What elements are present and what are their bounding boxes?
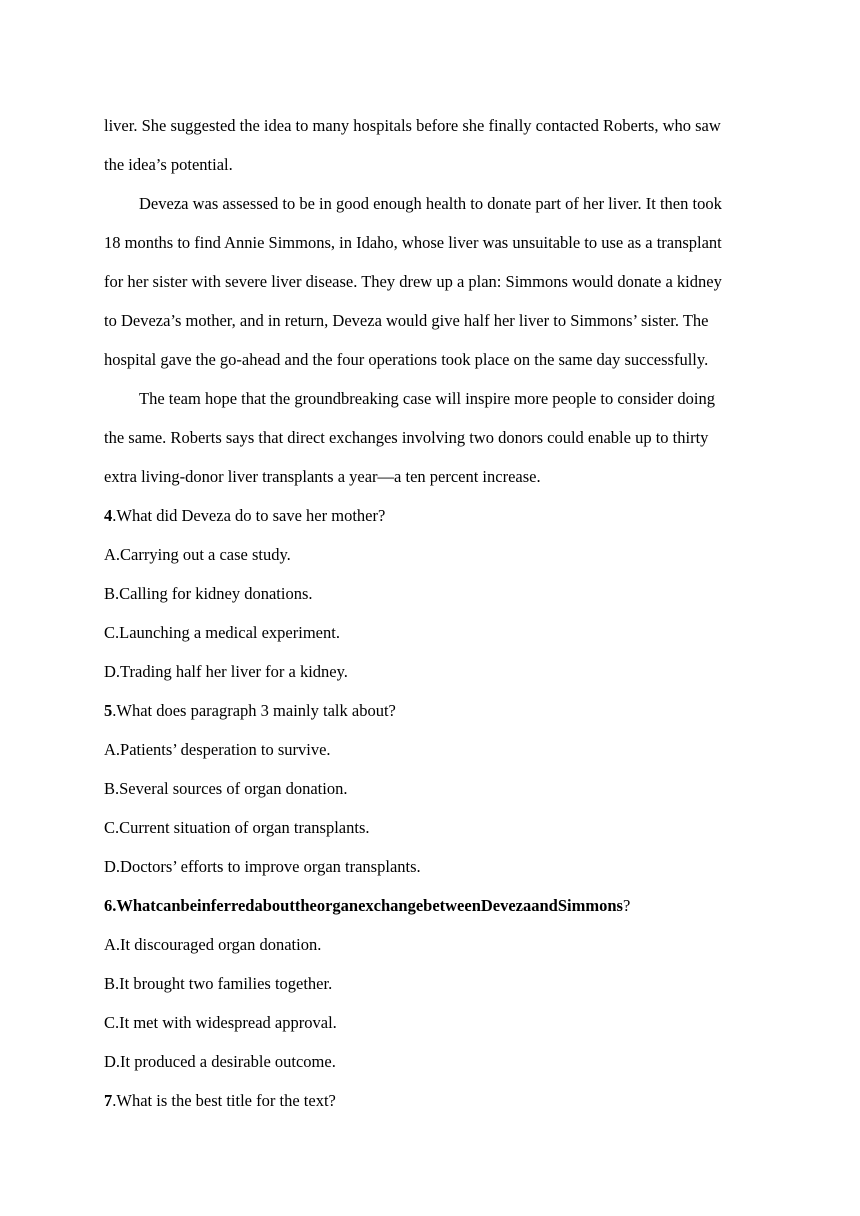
passage-line: 18 months to find Annie Simmons, in Idaho, whose liver was unsuitable to use as a transplant bbox=[104, 233, 722, 252]
passage-line: for her sister with severe liver disease. They drew up a plan: Simmons would donate a kidney bbox=[104, 272, 722, 291]
question-4-option-c: C.Launching a medical experiment. bbox=[104, 623, 340, 642]
passage-line: the idea’s potential. bbox=[104, 155, 233, 174]
passage-line: Deveza was assessed to be in good enough health to donate part of her liver. It then took bbox=[139, 194, 722, 213]
question-5-option-d: D.Doctors’ efforts to improve organ transplants. bbox=[104, 857, 421, 876]
question-text: .What is the best title for the text? bbox=[112, 1091, 336, 1110]
question-4-option-b: B.Calling for kidney donations. bbox=[104, 584, 313, 603]
question-5-option-c: C.Current situation of organ transplants. bbox=[104, 818, 370, 837]
question-mark: ? bbox=[622, 896, 631, 915]
passage-line: the same. Roberts says that direct exchanges involving two donors could enable up to thirty bbox=[104, 428, 709, 447]
passage-line: hospital gave the go-ahead and the four operations took place on the same day successfully. bbox=[104, 350, 709, 369]
question-6-stem bbox=[104, 896, 630, 916]
question-4-stem bbox=[104, 506, 385, 526]
question-7-stem bbox=[104, 1091, 336, 1111]
question-number: 5 bbox=[104, 701, 113, 720]
question-number: 6 bbox=[104, 896, 113, 915]
passage-line: to Deveza’s mother, and in return, Deveza would give half her liver to Simmons’ sister. The bbox=[104, 311, 709, 330]
question-number: 4 bbox=[104, 506, 113, 525]
question-text: .What did Deveza do to save her mother? bbox=[112, 506, 386, 525]
question-4-option-a: A.Carrying out a case study. bbox=[104, 545, 291, 564]
question-6-option-c: C.It met with widespread approval. bbox=[104, 1013, 337, 1032]
question-text: .What does paragraph 3 mainly talk about? bbox=[112, 701, 396, 720]
question-text: .WhatcanbeinferredabouttheorganexchangebetweenDevezaandSimmons bbox=[112, 896, 623, 915]
question-5-option-b: B.Several sources of organ donation. bbox=[104, 779, 348, 798]
passage-line: liver. She suggested the idea to many hospitals before she finally contacted Roberts, who saw bbox=[104, 116, 721, 135]
question-6-option-a: A.It discouraged organ donation. bbox=[104, 935, 322, 954]
question-6-option-b: B.It brought two families together. bbox=[104, 974, 333, 993]
question-5-option-a: A.Patients’ desperation to survive. bbox=[104, 740, 331, 759]
passage-line: extra living-donor liver transplants a year—a ten percent increase. bbox=[104, 467, 541, 486]
passage-line: The team hope that the groundbreaking case will inspire more people to consider doing bbox=[139, 389, 715, 408]
question-number: 7 bbox=[104, 1091, 113, 1110]
question-6-option-d: D.It produced a desirable outcome. bbox=[104, 1052, 336, 1071]
question-5-stem bbox=[104, 701, 396, 721]
question-4-option-d: D.Trading half her liver for a kidney. bbox=[104, 662, 348, 681]
